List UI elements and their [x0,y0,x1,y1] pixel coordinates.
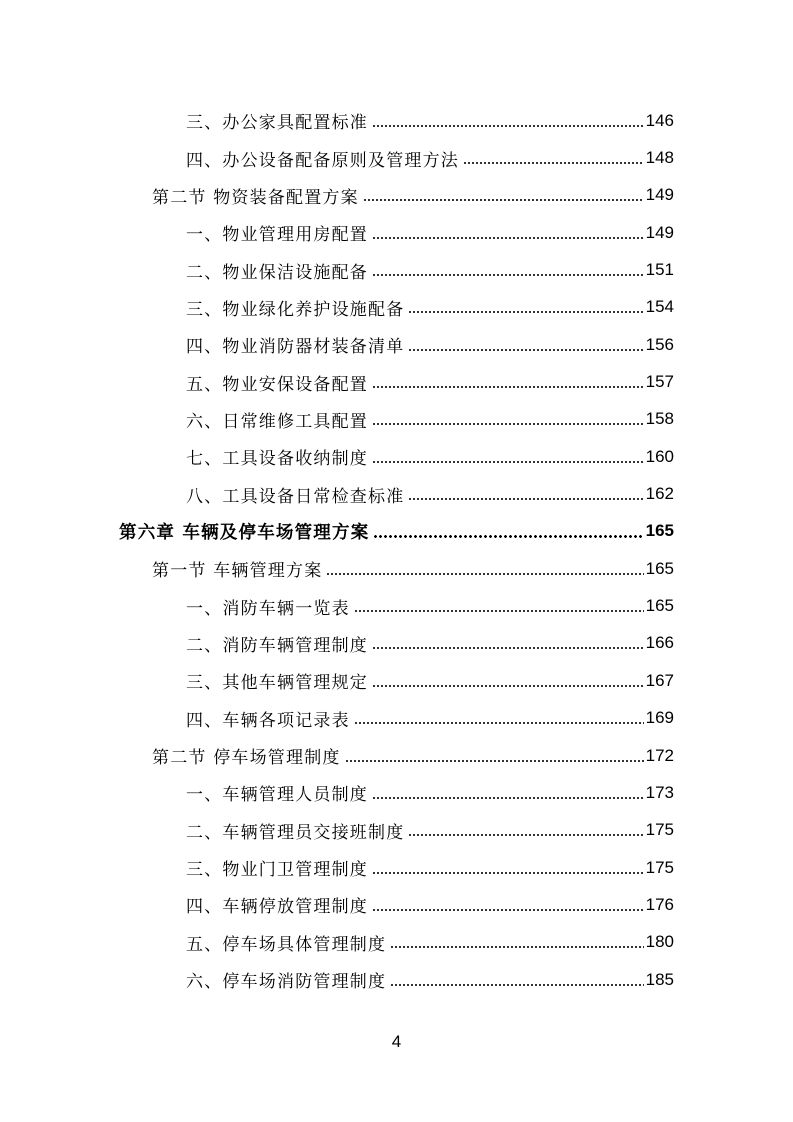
dot-leader [372,797,644,799]
dot-leader [372,386,644,388]
toc-entry-page-number: 165 [645,558,674,578]
toc-entry-page-number: 146 [645,110,674,130]
toc-entry-page-number: 162 [645,484,674,504]
toc-entry-title: 二、物业保洁设施配备 [186,262,368,283]
toc-entry-page-number: 180 [645,932,674,952]
toc-entry-item[interactable] [0,849,793,886]
toc-entry-title: 五、物业安保设备配置 [186,374,368,395]
toc-entry-item[interactable] [0,774,793,811]
toc-entry-page-number: 165 [645,521,674,541]
toc-entry-item[interactable] [0,289,793,326]
toc-entry-page-number: 154 [645,297,674,317]
toc-entry-title: 四、物业消防器材装备清单 [186,337,405,358]
toc-entry-title: 第一节 车辆管理方案 [152,561,323,582]
toc-entry-page-number: 176 [645,894,674,914]
dot-leader [345,760,644,762]
toc-entry-title: 一、物业管理用房配置 [186,225,368,246]
toc-entry-page-number: 175 [645,857,674,877]
toc-entry-page-number: 151 [645,260,674,280]
toc-entry-item[interactable] [0,475,793,512]
toc-entry-title: 三、办公家具配置标准 [186,113,368,134]
dot-leader [372,872,644,874]
toc-entry-title: 三、其他车辆管理规定 [186,673,368,694]
dot-leader [408,498,643,500]
toc-entry-page-number: 156 [645,334,674,354]
toc-entry-section[interactable] [0,737,793,774]
toc-entry-section[interactable] [0,550,793,587]
toc-entry-title: 第二节 停车场管理制度 [152,748,341,769]
toc-entry-title: 二、车辆管理员交接班制度 [186,822,405,843]
dot-leader [390,946,643,948]
toc-entry-title: 五、停车场具体管理制度 [186,934,387,955]
dot-leader [372,909,644,911]
toc-entry-title: 三、物业绿化养护设施配备 [186,299,405,320]
table-of-contents [0,102,793,998]
dot-leader [354,722,644,724]
toc-entry-title: 八、工具设备日常检查标准 [186,486,405,507]
toc-entry-page-number: 172 [645,745,674,765]
dot-leader [372,685,644,687]
dot-leader [373,535,643,538]
dot-leader [326,573,643,575]
dot-leader [363,199,644,201]
toc-entry-item[interactable] [0,700,793,737]
dot-leader [372,461,644,463]
toc-entry-item[interactable] [0,214,793,251]
toc-entry-item[interactable] [0,587,793,624]
toc-entry-title: 一、消防车辆一览表 [186,598,350,619]
toc-entry-page-number: 173 [645,782,674,802]
toc-entry-page-number: 185 [645,969,674,989]
toc-entry-title: 四、办公设备配备原则及管理方法 [186,150,459,171]
toc-entry-page-number: 148 [645,148,674,168]
toc-entry-page-number: 149 [645,222,674,242]
toc-entry-title: 三、物业门卫管理制度 [186,860,368,881]
toc-entry-title: 二、消防车辆管理制度 [186,635,368,656]
toc-entry-title: 六、停车场消防管理制度 [186,972,387,993]
toc-entry-item[interactable] [0,438,793,475]
toc-entry-item[interactable] [0,251,793,288]
toc-entry-item[interactable] [0,662,793,699]
toc-entry-item[interactable] [0,961,793,998]
toc-entry-item[interactable] [0,812,793,849]
page-number: 4 [391,1032,402,1051]
toc-entry-title: 第六章 车辆及停车场管理方案 [119,522,370,543]
dot-leader [463,162,644,164]
toc-entry-item[interactable] [0,924,793,961]
toc-entry-chapter[interactable] [0,513,793,550]
toc-entry-page-number: 169 [645,708,674,728]
toc-entry-page-number: 158 [645,409,674,429]
toc-entry-title: 七、工具设备收纳制度 [186,449,368,470]
toc-entry-page-number: 166 [645,633,674,653]
toc-entry-title: 六、日常维修工具配置 [186,411,368,432]
dot-leader [372,647,644,649]
toc-entry-page-number: 175 [645,820,674,840]
toc-entry-page-number: 160 [645,446,674,466]
toc-entry-title: 四、车辆停放管理制度 [186,897,368,918]
dot-leader [390,984,643,986]
toc-entry-page-number: 165 [645,596,674,616]
dot-leader [408,834,643,836]
toc-entry-item[interactable] [0,102,793,139]
toc-entry-item[interactable] [0,401,793,438]
dot-leader [372,237,644,239]
dot-leader [408,311,643,313]
dot-leader [372,125,644,127]
toc-entry-page-number: 157 [645,372,674,392]
dot-leader [372,274,644,276]
toc-entry-item[interactable] [0,886,793,923]
toc-entry-item[interactable] [0,625,793,662]
toc-entry-item[interactable] [0,139,793,176]
toc-entry-title: 第二节 物资装备配置方案 [152,187,359,208]
toc-entry-page-number: 167 [645,670,674,690]
toc-entry-item[interactable] [0,326,793,363]
toc-entry-title: 一、车辆管理人员制度 [186,785,368,806]
dot-leader [354,610,644,612]
toc-entry-page-number: 149 [645,185,674,205]
dot-leader [372,423,644,425]
toc-entry-title: 四、车辆各项记录表 [186,710,350,731]
dot-leader [408,349,643,351]
toc-entry-item[interactable] [0,363,793,400]
toc-entry-section[interactable] [0,177,793,214]
